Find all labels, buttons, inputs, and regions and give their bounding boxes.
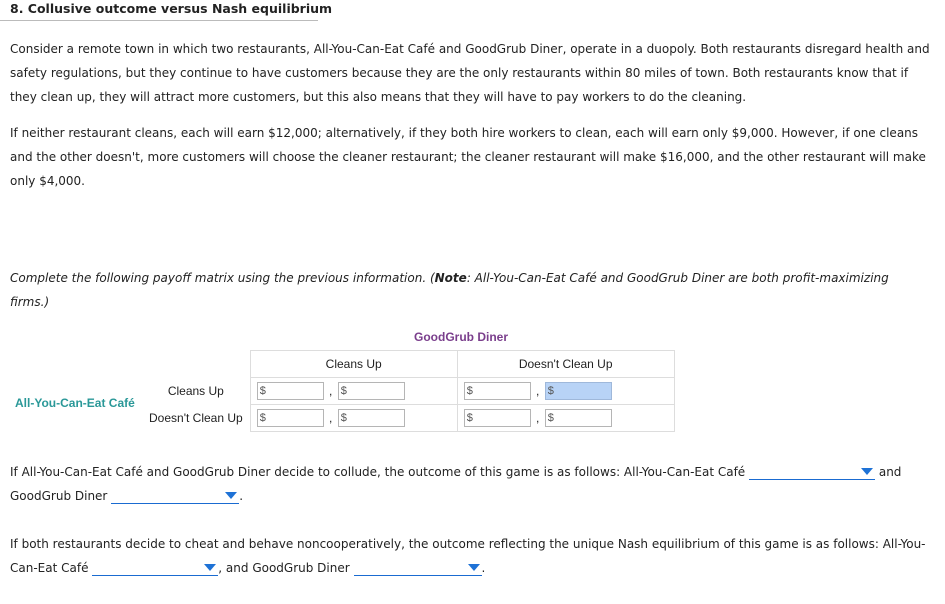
scenario-paragraph: Consider a remote town in which two restaurants, All-You-Can-Eat Café and GoodGrub Diner, operate in a duopoly. Both restaurants disregard health and safety regulations, but they continue to have customers because they are the only restaurants within 80 miles of town. Both restaurants know that if they clean up, they will attract more customers, but this also means that they will have to pay workers to do the cleaning. xyxy=(10,42,930,104)
payoff-input-cafe-clean-clean[interactable] xyxy=(257,382,324,400)
currency-symbol: $ xyxy=(547,385,554,397)
cell-clean-noclean xyxy=(457,378,674,405)
nash-question-mid: , and GoodGrub Diner xyxy=(218,561,350,575)
title-divider xyxy=(0,20,318,21)
currency-symbol: $ xyxy=(340,412,347,424)
row-header-cleans-up xyxy=(142,378,250,405)
collusion-question-text: If All-You-Can-Eat Café and GoodGrub Diner decide to collude, the outcome of this game is as follows: All-You-Can-Eat Café xyxy=(10,465,746,479)
payoff-separator: , xyxy=(536,411,540,425)
payoff-separator: , xyxy=(329,411,333,425)
payoff-separator: , xyxy=(329,384,333,398)
payoff-paragraph: If neither restaurant cleans, each will earn $12,000; alternatively, if they both hire workers to clean, each will earn only $9,000. However, if one cleans and the other doesn't, more customers will choose the cleaner restaurant; the cleaner restaurant will make $16,000, and the other restaurant will make only $4,000. xyxy=(10,126,926,188)
note-label: Note xyxy=(434,271,467,285)
payoff-input-cafe-noclean-noclean[interactable] xyxy=(464,409,531,427)
currency-symbol: $ xyxy=(340,385,347,397)
matrix-corner xyxy=(142,351,250,378)
payoff-input-cafe-noclean-clean[interactable] xyxy=(257,409,324,427)
nash-question xyxy=(10,532,930,580)
col-header-cleans-up: Cleans Up xyxy=(250,351,457,378)
chevron-down-icon xyxy=(861,468,873,475)
collusion-diner-dropdown[interactable] xyxy=(111,487,239,504)
row-player-label: All-You-Can-Eat Café xyxy=(15,396,135,410)
currency-symbol: $ xyxy=(259,385,266,397)
cell-noclean-clean xyxy=(250,405,457,432)
col-header-doesnt-clean-up: Doesn't Clean Up xyxy=(457,351,674,378)
currency-symbol: $ xyxy=(259,412,266,424)
collusion-question-end: . xyxy=(239,489,244,503)
row-header-doesnt-clean-up: Doesn't Clean Up xyxy=(149,411,243,425)
cell-clean-clean xyxy=(250,378,457,405)
nash-diner-dropdown[interactable] xyxy=(354,559,482,576)
collusion-cafe-dropdown[interactable] xyxy=(749,463,875,480)
collusion-question-mid: and GoodGrub Diner xyxy=(10,465,902,503)
chevron-down-icon xyxy=(204,564,216,571)
instruction-text-post: : All-You-Can-Eat Café and GoodGrub Diner are both profit-maximizing firms.) xyxy=(10,271,889,309)
nash-cafe-dropdown[interactable] xyxy=(92,559,218,576)
payoff-input-diner-noclean-clean[interactable] xyxy=(338,409,405,427)
matrix-instruction xyxy=(10,266,930,314)
payoff-separator: , xyxy=(536,384,540,398)
payoff-input-diner-noclean-noclean[interactable] xyxy=(545,409,612,427)
payoff-input-cafe-clean-noclean[interactable] xyxy=(464,382,531,400)
cell-noclean-noclean xyxy=(457,405,674,432)
payoff-input-diner-clean-noclean[interactable] xyxy=(545,382,612,400)
collusion-question xyxy=(10,460,930,508)
currency-symbol: $ xyxy=(547,412,554,424)
instruction-text-pre: Complete the following payoff matrix using the previous information. ( xyxy=(10,271,435,285)
payoff-matrix xyxy=(142,350,675,432)
chevron-down-icon xyxy=(468,564,480,571)
chevron-down-icon xyxy=(225,492,237,499)
currency-symbol: $ xyxy=(466,412,473,424)
nash-question-text: If both restaurants decide to cheat and behave noncooperatively, the outcome reflecting the unique Nash equilibrium of this game is as follows: All-You-Can-Eat Café xyxy=(10,537,926,575)
payoff-input-diner-clean-clean[interactable] xyxy=(338,382,405,400)
nash-question-end: . xyxy=(481,561,486,575)
question-title: 8. Collusive outcome versus Nash equilibrium xyxy=(10,1,333,16)
row-header-cleans-up-text: Cleans Up xyxy=(167,384,224,398)
column-player-label: GoodGrub Diner xyxy=(414,330,508,344)
currency-symbol: $ xyxy=(466,385,473,397)
